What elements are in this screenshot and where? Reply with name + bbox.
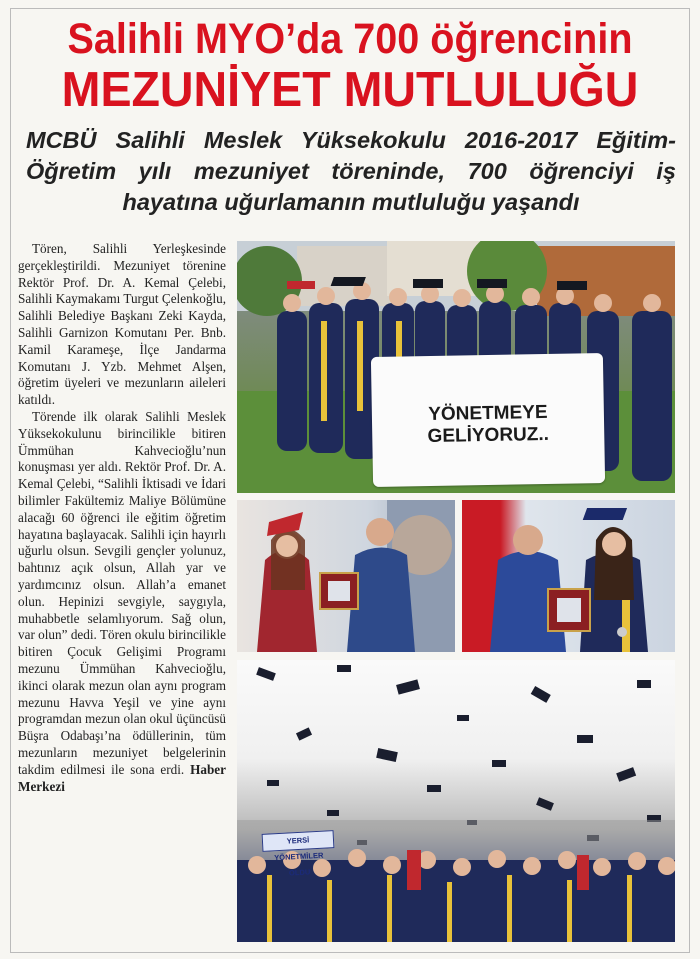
headline-line-2: MEZUNİYET MUTLULUĞU (61, 63, 639, 117)
cap-throw-illustration (237, 660, 675, 942)
photo-graduates-with-banner (237, 241, 675, 493)
byline: Haber Merkezi (18, 761, 227, 794)
award-plaque-2 (547, 588, 591, 632)
article-paragraph-2-text: Törende ilk olarak Salihli Meslek Yüksekokulunu birincilikle bitiren Ümmühan Kahvecioğlu’nun konuşması yer aldı. Rektör Prof. Dr. A. Kemal Çelebi, “Salihli İktisadi ve İdari bilimler Fakültemiz Maliye Bölümüne alacağı 60 öğrenci ile eğitim öğretim hayatına başlayacak. Salihli için hayırlı uğurlu olsun. Sevgili gençler yolunuz, bahtınız açık olsun, Allah yar ve yardımcınız olsun. Allah’a emanet olun. Hepinizi sevgiyle, saygıyla, muhabbetle selamlıyorum. Sağ olun, var olun” dedi. Tören okulu birincilikle bitiren Çocuk Gelişimi Programı mezunu Ümmühan Kahvecioğlu, ikinci olarak mezun olan aynı program mezunu Havva Yeşil ve yine aynı programdan mezun olan okul üçüncüsü Büşra Odabaşı’na ödüllerinin, tüm mezunların mezuniyet belgelerinin takdim edilmesi ile sona erdi. (18, 408, 227, 777)
photo-cap-throw (237, 660, 675, 942)
crowd-banner: YERSİ YÖNETMİLER OLDU (262, 830, 335, 852)
headline-line-1: Salihli MYO’da 700 öğrencinin (67, 15, 633, 63)
article-body (18, 241, 226, 795)
award-plaque-1 (319, 572, 359, 610)
graduates-banner-text: YÖNETMEYE GELİYORUZ.. (427, 401, 550, 448)
photo-award-ceremony-1 (237, 500, 455, 652)
graduates-banner (371, 353, 605, 487)
photo-award-ceremony-2 (462, 500, 675, 652)
article-paragraph-2 (18, 409, 226, 795)
subheadline: MCBÜ Salihli Meslek Yüksekokulu 2016-2017 Eğitim-Öğretim yılı mezuniyet töreninde, 700 öğrenciyi iş hayatına uğurlamanın mutluluğu yaşandı (26, 127, 676, 215)
article-paragraph-1: Tören, Salihli Yerleşkesinde gerçekleştirildi. Mezuniyet törenine Rektör Prof. Dr. A. Kemal Çelebi, Salihli Kaymakamı Turgut Çelenkoğlu, Salihli Belediye Başkanı Zeki Kayda, Salihli Garnizon Komutanı Per. Bnb. Kamil Karameşe, İlçe Jandarma Komutanı J. Yzb. Mehmet Alşen, öğretim üyeleri ve mezunların aileleri katıldı. (18, 241, 226, 408)
